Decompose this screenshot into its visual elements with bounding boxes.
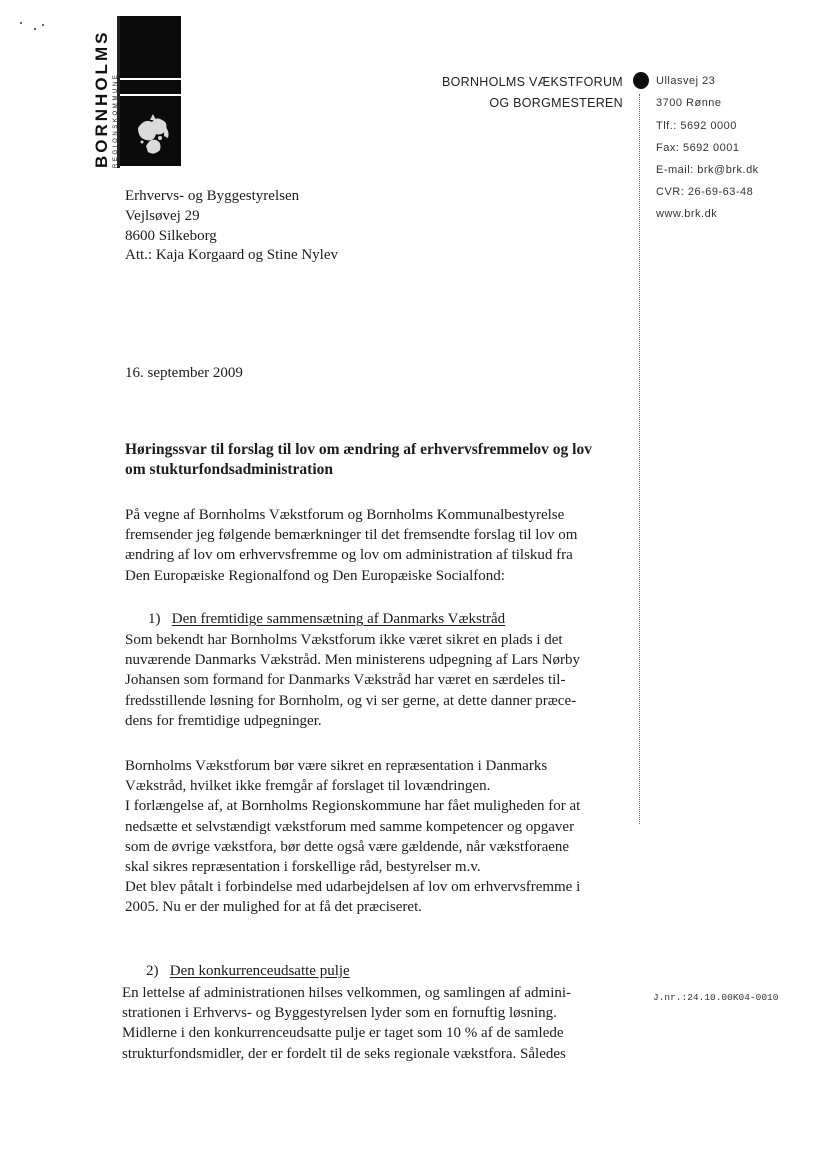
recipient-street: Vejlsøvej 29 bbox=[125, 208, 200, 224]
text-line: Midlerne i den konkurrenceudsatte pulje er taget som 10 % af de samlede bbox=[122, 1025, 564, 1042]
scan-speck bbox=[34, 28, 36, 30]
sender-line-2: OG BORGMESTEREN bbox=[489, 96, 623, 110]
section-number: 2) bbox=[146, 963, 159, 979]
journal-number: J.nr.:24.10.00K04-0010 bbox=[653, 992, 779, 1003]
logo-subtitle: REGIONSKOMMUNE bbox=[113, 72, 119, 168]
text-line: skal sikres repræsentation i forskellige råd, bestyrelser m.v. bbox=[125, 859, 481, 876]
section-title: Den konkurrenceudsatte pulje bbox=[169, 963, 350, 979]
contact-fax: Fax: 5692 0001 bbox=[656, 142, 740, 154]
scan-speck bbox=[20, 22, 22, 24]
bullet-dot bbox=[633, 72, 649, 89]
section-1-heading bbox=[148, 611, 505, 628]
text-line: Det blev påtalt i forbindelse med udarbejdelsen af lov om erhvervsfremme i bbox=[125, 879, 581, 896]
text-line: dens for fremtidige udpegninger. bbox=[125, 712, 322, 729]
section-title: Den fremtidige sammensætning af Danmarks Vækstråd bbox=[171, 611, 506, 627]
text-line: 2005. Nu er der mulighed for at få det præciseret. bbox=[125, 899, 422, 916]
text-line: Bornholms Vækstforum bør være sikret en repræsentation i Danmarks bbox=[125, 758, 548, 774]
text-line: Johansen som formand for Danmarks Vækstråd har været en særdeles til- bbox=[125, 672, 566, 689]
contact-address: Ullasvej 23 bbox=[656, 75, 716, 87]
text-line: fremsender jeg følgende bemærkninger til det fremsendte forslag til lov om bbox=[125, 527, 578, 544]
logo-wordmark: BORNHOLMS bbox=[92, 29, 111, 168]
subject-line-1: Høringssvar til forslag til lov om ændring af erhvervsfremmelov og lov bbox=[125, 441, 592, 458]
contact-phone: Tlf.: 5692 0000 bbox=[656, 120, 737, 132]
section-2-heading bbox=[146, 963, 350, 980]
sender-line-1: BORNHOLMS VÆKSTFORUM bbox=[441, 75, 623, 89]
text-line: strukturfondsmidler, der er fordelt til de seks regionale vækstfora. Således bbox=[122, 1045, 566, 1062]
section-1-paragraph-1 bbox=[125, 630, 580, 731]
text-line: nedsætte et selvstændigt vækstforum med samme kompetencer og opgaver bbox=[125, 818, 575, 835]
text-line: En lettelse af administrationen hilses velkommen, og samlingen af admini- bbox=[122, 985, 572, 1001]
letter-date: 16. september 2009 bbox=[125, 365, 243, 381]
contact-city: 3700 Rønne bbox=[656, 97, 722, 109]
subject-line-2: om stukturfondsadministration bbox=[125, 461, 333, 478]
text-line: som de øvrige vækstfora, bør dette også være gældende, når vækstforaene bbox=[125, 838, 570, 855]
recipient-city: 8600 Silkeborg bbox=[125, 228, 217, 244]
text-line: Den Europæiske Regionalfond og Den Europæiske Socialfond: bbox=[125, 567, 505, 584]
coat-of-arms-icon bbox=[120, 16, 181, 166]
text-line: I forlængelse af, at Bornholms Regionskommune har fået muligheden for at bbox=[125, 798, 581, 815]
scan-speck bbox=[42, 24, 44, 26]
text-line: ændring af lov om erhvervsfremme og lov om administration af tilskud fra bbox=[125, 547, 573, 564]
text-line: Vækstråd, hvilket ikke fremgår af forslaget til lovændringen. bbox=[125, 778, 491, 795]
intro-paragraph bbox=[125, 505, 577, 586]
section-1-paragraph-2 bbox=[125, 756, 580, 918]
margin-dotted-line bbox=[639, 94, 640, 824]
text-line: fredsstillende løsning for Bornholm, og vi ser gerne, at dette danner præce- bbox=[125, 692, 577, 709]
logo-emblem bbox=[120, 16, 181, 166]
contact-email: E-mail: brk@brk.dk bbox=[656, 164, 759, 176]
contact-web: www.brk.dk bbox=[656, 208, 718, 220]
recipient-att: Att.: Kaja Korgaard og Stine Nylev bbox=[125, 247, 339, 263]
text-line: Som bekendt har Bornholms Vækstforum ikke været sikret en plads i det bbox=[125, 632, 563, 648]
section-number: 1) bbox=[148, 611, 161, 627]
text-line: På vegne af Bornholms Vækstforum og Bornholms Kommunalbestyrelse bbox=[125, 507, 565, 523]
text-line: strationen i Erhvervs- og Byggestyrelsen lyder som en fornuftig løsning. bbox=[122, 1005, 557, 1022]
contact-cvr: CVR: 26-69-63-48 bbox=[656, 186, 754, 198]
recipient-org: Erhvervs- og Byggestyrelsen bbox=[125, 188, 300, 204]
text-line: nuværende Danmarks Vækstråd. Men ministerens udpegning af Lars Nørby bbox=[125, 652, 581, 669]
section-2-paragraph-1 bbox=[122, 983, 571, 1064]
